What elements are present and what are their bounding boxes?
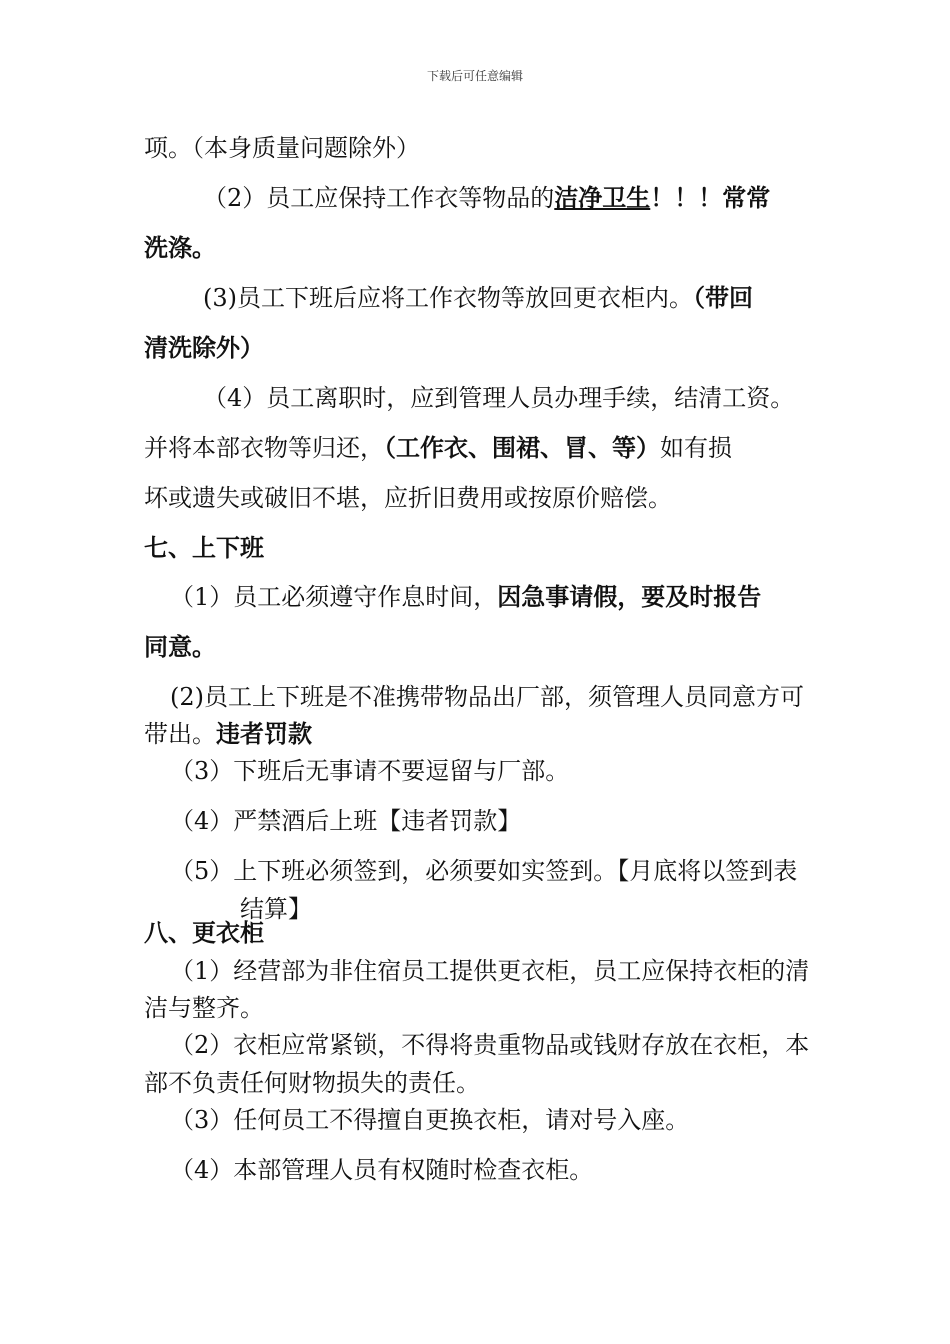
text-run: （4）严禁酒后上班【违者罚款】 — [170, 807, 522, 835]
text-run: 并将本部衣物等归还， — [144, 434, 384, 462]
text-line — [144, 632, 216, 662]
text-line — [203, 183, 770, 213]
text-line — [144, 993, 264, 1023]
emphasized-text: ！！！常常 — [650, 183, 771, 212]
text-line — [203, 283, 753, 313]
text-line — [170, 756, 569, 786]
text-line — [170, 806, 521, 836]
emphasized-text: 七、上下班 — [144, 533, 264, 562]
text-run: （1）经营部为非住宿员工提供更衣柜，员工应保持衣柜的清 — [170, 957, 810, 985]
text-line — [144, 233, 216, 263]
text-run: （3）任何员工不得擅自更换衣柜，请对号入座。 — [170, 1106, 690, 1134]
text-run: 项。（本身质量问题除外） — [144, 134, 420, 162]
text-run: 结算】 — [240, 895, 312, 923]
text-run: (2)员工上下班是不准携带物品出厂部，须管理人员同意方可 — [170, 683, 804, 711]
emphasized-text: 洗涤。 — [144, 233, 216, 262]
text-line — [144, 433, 732, 463]
emphasized-text: 同意。 — [144, 632, 216, 661]
emphasized-text: 八、更衣柜 — [144, 918, 264, 947]
emphasized-text: （工作衣、围裙、冒、等） — [384, 433, 660, 462]
emphasized-text: 清洗除外） — [144, 333, 264, 362]
text-line — [144, 483, 672, 513]
text-line — [170, 682, 804, 712]
text-run: （4）员工离职时，应到管理人员办理手续，结清工资。 — [203, 384, 795, 412]
text-run: （2）衣柜应常紧锁，不得将贵重物品或钱财存放在衣柜，本 — [170, 1031, 810, 1059]
text-line — [144, 719, 312, 749]
text-run: （3）下班后无事请不要逗留与厂部。 — [170, 757, 570, 785]
emphasized-text: 洁净卫生 — [554, 183, 651, 212]
text-line — [144, 333, 264, 363]
emphasized-text: （带回 — [693, 283, 753, 312]
text-run: （4）本部管理人员有权随时检查衣柜。 — [170, 1156, 594, 1184]
text-run: 坏或遗失或破旧不堪，应折旧费用或按原价赔偿。 — [144, 484, 672, 512]
emphasized-text: 违者罚款 — [216, 719, 312, 748]
text-run: 洁与整齐。 — [144, 994, 264, 1022]
text-line — [170, 956, 809, 986]
text-run: 带出。 — [144, 720, 216, 748]
text-line — [170, 1030, 809, 1060]
text-line — [170, 856, 797, 886]
section-heading — [144, 918, 264, 948]
text-line — [203, 383, 794, 413]
emphasized-text: 因急事请假，要及时报告 — [497, 582, 762, 611]
text-line — [170, 582, 761, 612]
section-heading — [144, 533, 264, 563]
text-run: （1）员工必须遵守作息时间， — [170, 583, 498, 611]
text-run: 部不负责任何财物损失的责任。 — [144, 1069, 480, 1097]
page-header-note: 下载后可任意编辑 — [426, 69, 523, 83]
text-line — [170, 1155, 593, 1185]
text-run: 如有损 — [660, 434, 732, 462]
text-run: （5）上下班必须签到，必须要如实签到。【月底将以签到表 — [170, 857, 798, 885]
text-run: （2）员工应保持工作衣等物品的 — [203, 184, 555, 212]
text-run: (3)员工下班后应将工作衣物等放回更衣柜内。 — [203, 284, 693, 312]
text-line — [144, 1068, 480, 1098]
text-line — [170, 1105, 689, 1135]
text-line — [144, 133, 420, 163]
